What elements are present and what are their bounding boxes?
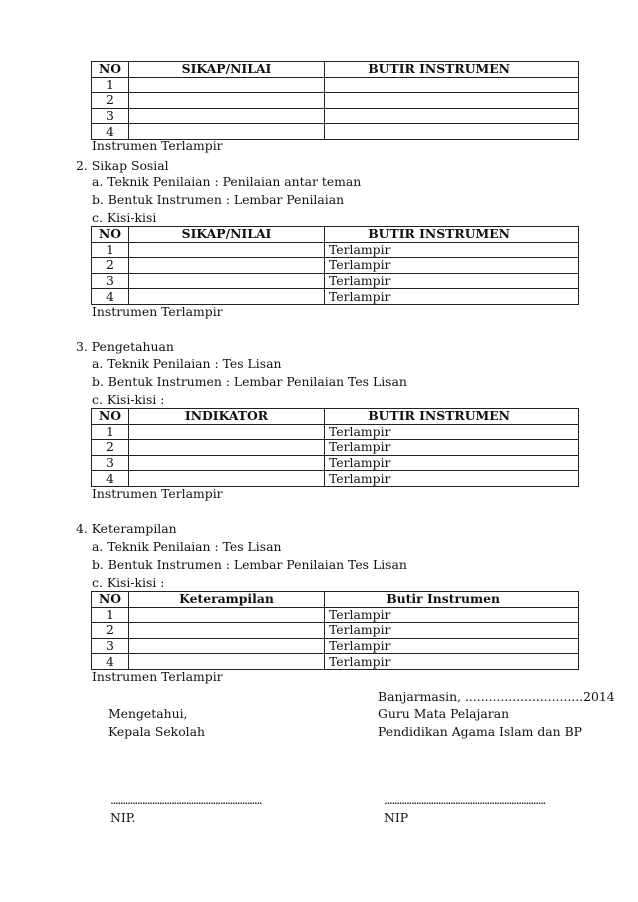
header-sikap-nilai: SIKAP/NILAI (129, 62, 325, 78)
left-role-2: Kepala Sekolah (108, 724, 205, 739)
row-sikap-cell (129, 242, 325, 258)
row-sikap-cell (129, 440, 325, 456)
section-4-bentuk: b. Bentuk Instrumen : Lembar Penilaian Tes Lisan (92, 557, 407, 572)
table-pengetahuan (91, 408, 579, 487)
table-row (92, 638, 579, 654)
row-number: 3 (92, 108, 129, 124)
row-butir-cell: Terlampir (325, 654, 579, 670)
row-sikap-cell (129, 258, 325, 274)
instrumen-note-1: Instrumen Terlampir (92, 138, 223, 153)
row-number: 4 (92, 289, 129, 305)
table-row (92, 654, 579, 670)
table-row (92, 108, 579, 124)
left-signature-line: .............................................................. (110, 792, 262, 807)
section-4-kisi: c. Kisi-kisi : (92, 575, 165, 590)
row-number: 4 (92, 654, 129, 670)
table-row (92, 424, 579, 440)
section-4-teknik: a. Teknik Penilaian : Tes Lisan (92, 539, 282, 554)
row-butir-cell: Terlampir (325, 623, 579, 639)
table-row (92, 273, 579, 289)
row-number: 2 (92, 440, 129, 456)
table-row (92, 440, 579, 456)
row-number: 1 (92, 607, 129, 623)
section-3-title: 3. Pengetahuan (76, 339, 174, 354)
section-2-bentuk: b. Bentuk Instrumen : Lembar Penilaian (92, 192, 345, 207)
table-row (92, 471, 579, 487)
row-sikap-cell (129, 93, 325, 109)
row-number: 3 (92, 273, 129, 289)
row-butir-cell (325, 124, 579, 140)
instrumen-note-2: Instrumen Terlampir (92, 304, 223, 319)
table-sikap-sosial (91, 226, 579, 305)
header-keterampilan: Keterampilan (129, 592, 325, 608)
row-butir-cell (325, 108, 579, 124)
row-sikap-cell (129, 455, 325, 471)
header-butir-instrumen: Butir Instrumen (325, 592, 579, 608)
instrumen-note-4: Instrumen Terlampir (92, 669, 223, 684)
row-number: 2 (92, 258, 129, 274)
table-sikap-spiritual (91, 61, 579, 140)
header-no: NO (92, 409, 129, 425)
section-2-kisi: c. Kisi-kisi (92, 210, 157, 225)
row-sikap-cell (129, 77, 325, 93)
row-number: 1 (92, 77, 129, 93)
row-number: 3 (92, 455, 129, 471)
row-number: 1 (92, 424, 129, 440)
row-butir-cell: Terlampir (325, 289, 579, 305)
row-number: 1 (92, 242, 129, 258)
right-role-2: Pendidikan Agama Islam dan BP (378, 724, 583, 739)
header-no: NO (92, 227, 129, 243)
row-butir-cell: Terlampir (325, 273, 579, 289)
table-row (92, 289, 579, 305)
left-nip: NIP. (110, 810, 136, 825)
table-row (92, 623, 579, 639)
table-row (92, 242, 579, 258)
row-number: 4 (92, 124, 129, 140)
row-number: 4 (92, 471, 129, 487)
row-butir-cell (325, 93, 579, 109)
row-butir-cell: Terlampir (325, 638, 579, 654)
section-2-teknik: a. Teknik Penilaian : Penilaian antar teman (92, 174, 362, 189)
header-butir-instrumen: BUTIR INSTRUMEN (325, 227, 579, 243)
header-no: NO (92, 592, 129, 608)
row-sikap-cell (129, 424, 325, 440)
row-sikap-cell (129, 623, 325, 639)
row-butir-cell: Terlampir (325, 455, 579, 471)
left-role-1: Mengetahui, (108, 706, 188, 721)
row-butir-cell (325, 77, 579, 93)
table-row (92, 258, 579, 274)
row-sikap-cell (129, 638, 325, 654)
table-row (92, 77, 579, 93)
right-nip: NIP (384, 810, 409, 825)
place-date: Banjarmasin, ..............................2014 (378, 689, 615, 704)
row-sikap-cell (129, 607, 325, 623)
instrumen-note-3: Instrumen Terlampir (92, 486, 223, 501)
row-butir-cell: Terlampir (325, 258, 579, 274)
row-butir-cell: Terlampir (325, 607, 579, 623)
section-3-teknik: a. Teknik Penilaian : Tes Lisan (92, 356, 282, 371)
section-2-title: 2. Sikap Sosial (76, 158, 169, 173)
row-butir-cell: Terlampir (325, 471, 579, 487)
row-sikap-cell (129, 654, 325, 670)
header-indikator: INDIKATOR (129, 409, 325, 425)
row-butir-cell: Terlampir (325, 424, 579, 440)
header-sikap-nilai: SIKAP/NILAI (129, 227, 325, 243)
row-sikap-cell (129, 108, 325, 124)
header-no: NO (92, 62, 129, 78)
table-keterampilan (91, 591, 579, 670)
table-row (92, 93, 579, 109)
row-butir-cell: Terlampir (325, 440, 579, 456)
row-number: 2 (92, 93, 129, 109)
table-row (92, 607, 579, 623)
row-number: 2 (92, 623, 129, 639)
row-number: 3 (92, 638, 129, 654)
row-sikap-cell (129, 273, 325, 289)
right-role-1: Guru Mata Pelajaran (378, 706, 510, 721)
section-3-bentuk: b. Bentuk Instrumen : Lembar Penilaian Tes Lisan (92, 374, 407, 389)
header-butir-instrumen: BUTIR INSTRUMEN (325, 62, 579, 78)
right-signature-line: .................................................................. (384, 792, 545, 807)
row-butir-cell: Terlampir (325, 242, 579, 258)
section-4-title: 4. Keterampilan (76, 521, 177, 536)
section-3-kisi: c. Kisi-kisi : (92, 392, 165, 407)
row-sikap-cell (129, 289, 325, 305)
header-butir-instrumen: BUTIR INSTRUMEN (325, 409, 579, 425)
table-row (92, 455, 579, 471)
row-sikap-cell (129, 471, 325, 487)
